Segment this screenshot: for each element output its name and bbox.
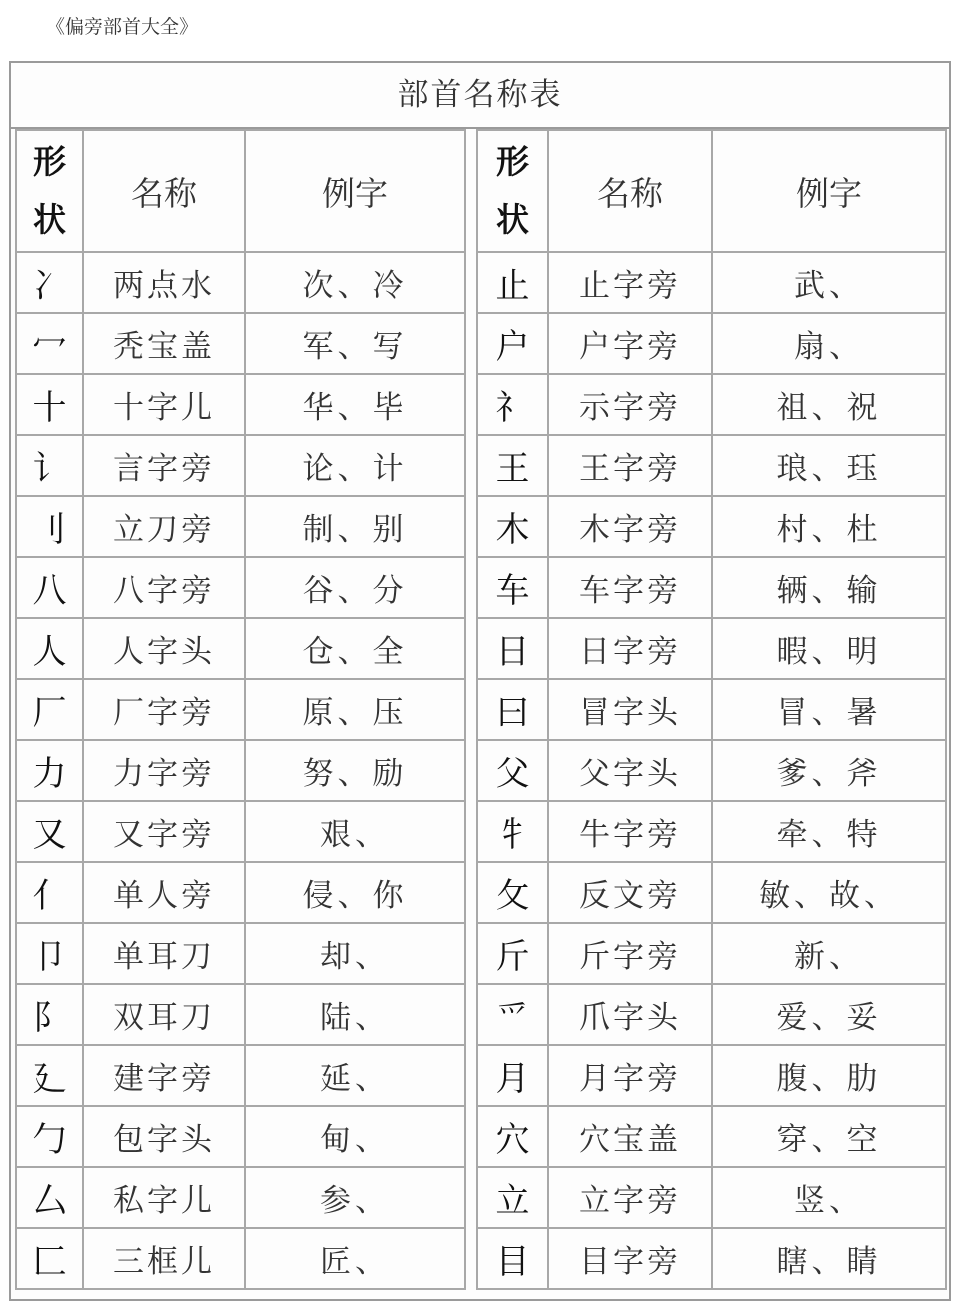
radical-shape: 攵 [477, 862, 548, 923]
radical-name: 包字头 [83, 1106, 245, 1167]
radical-shape: 廴 [16, 1045, 83, 1106]
example-characters: 努、励 [245, 740, 465, 801]
radical-shape: 斤 [477, 923, 548, 984]
table-row [16, 984, 465, 1045]
table-row [16, 618, 465, 679]
example-characters: 琅、珏 [712, 435, 946, 496]
table-row [16, 557, 465, 618]
radical-shape: 立 [477, 1167, 548, 1228]
radical-shape: 父 [477, 740, 548, 801]
radical-name: 厂字旁 [83, 679, 245, 740]
table-row [16, 1106, 465, 1167]
name-column-header: 名称 [83, 130, 245, 252]
radical-shape: 王 [477, 435, 548, 496]
radical-name: 示字旁 [548, 374, 712, 435]
table-row [477, 1167, 946, 1228]
shape-column-header [477, 130, 548, 252]
example-characters: 延、 [245, 1045, 465, 1106]
radical-shape: 勹 [16, 1106, 83, 1167]
radical-shape: 止 [477, 252, 548, 313]
table-row [477, 984, 946, 1045]
table-header-row [16, 130, 465, 252]
example-characters: 论、计 [245, 435, 465, 496]
radical-shape: 又 [16, 801, 83, 862]
name-column-header: 名称 [548, 130, 712, 252]
radical-shape: 力 [16, 740, 83, 801]
radical-name: 十字儿 [83, 374, 245, 435]
example-characters: 穿、空 [712, 1106, 946, 1167]
radical-name: 单人旁 [83, 862, 245, 923]
radical-name: 三框儿 [83, 1228, 245, 1289]
radical-shape: 目 [477, 1228, 548, 1289]
radical-name: 斤字旁 [548, 923, 712, 984]
table-row [477, 1106, 946, 1167]
table-row [477, 801, 946, 862]
radical-name: 言字旁 [83, 435, 245, 496]
shape-column-header [16, 130, 83, 252]
radical-name: 冒字头 [548, 679, 712, 740]
radical-name: 力字旁 [83, 740, 245, 801]
radical-shape: 牜 [477, 801, 548, 862]
radical-shape: 讠 [16, 435, 83, 496]
example-characters: 次、冷 [245, 252, 465, 313]
example-characters: 制、别 [245, 496, 465, 557]
radical-shape: 礻 [477, 374, 548, 435]
table-row [16, 374, 465, 435]
radical-name: 私字儿 [83, 1167, 245, 1228]
radical-shape: 刂 [16, 496, 83, 557]
table-row [16, 313, 465, 374]
radical-name: 立字旁 [548, 1167, 712, 1228]
example-characters: 甸、 [245, 1106, 465, 1167]
radical-name-sheet [9, 61, 951, 1301]
table-row [16, 679, 465, 740]
radical-name: 穴宝盖 [548, 1106, 712, 1167]
table-row [477, 1045, 946, 1106]
example-characters: 扇、 [712, 313, 946, 374]
table-row [16, 435, 465, 496]
example-characters: 却、 [245, 923, 465, 984]
table-row [16, 1167, 465, 1228]
table-header-row [477, 130, 946, 252]
sheet-title: 部首名称表 [11, 63, 949, 129]
radical-name: 立刀旁 [83, 496, 245, 557]
table-row [477, 740, 946, 801]
radical-name: 日字旁 [548, 618, 712, 679]
example-column-header: 例字 [245, 130, 465, 252]
example-characters: 参、 [245, 1167, 465, 1228]
shape-header-top: 形 [496, 142, 529, 181]
example-characters: 暇、明 [712, 618, 946, 679]
example-characters: 辆、输 [712, 557, 946, 618]
radical-shape: 阝 [16, 984, 83, 1045]
example-characters: 华、毕 [245, 374, 465, 435]
table-row [16, 496, 465, 557]
table-row [477, 618, 946, 679]
radical-shape: 厂 [16, 679, 83, 740]
example-characters: 谷、分 [245, 557, 465, 618]
table-row [477, 496, 946, 557]
table-row [16, 862, 465, 923]
radical-shape: 八 [16, 557, 83, 618]
radical-name: 月字旁 [548, 1045, 712, 1106]
example-characters: 原、压 [245, 679, 465, 740]
radical-name: 建字旁 [83, 1045, 245, 1106]
radical-name: 爪字头 [548, 984, 712, 1045]
table-row [16, 252, 465, 313]
example-characters: 敏、故、 [712, 862, 946, 923]
radical-shape: 亻 [16, 862, 83, 923]
example-characters: 陆、 [245, 984, 465, 1045]
radical-shape: 日 [477, 618, 548, 679]
radical-shape: 卩 [16, 923, 83, 984]
radical-name: 反文旁 [548, 862, 712, 923]
radical-shape: 穴 [477, 1106, 548, 1167]
example-characters: 腹、肋 [712, 1045, 946, 1106]
radical-name: 双耳刀 [83, 984, 245, 1045]
example-characters: 竖、 [712, 1167, 946, 1228]
table-row [477, 679, 946, 740]
radical-table-left [15, 129, 466, 1290]
example-characters: 武、 [712, 252, 946, 313]
example-characters: 匠、 [245, 1228, 465, 1289]
radical-name: 又字旁 [83, 801, 245, 862]
shape-header-bottom: 状 [496, 200, 529, 239]
shape-header-bottom: 状 [33, 200, 66, 239]
radical-shape: 爫 [477, 984, 548, 1045]
document-header: 《偏旁部首大全》 [46, 16, 199, 38]
radical-name: 两点水 [83, 252, 245, 313]
example-characters: 新、 [712, 923, 946, 984]
table-row [477, 252, 946, 313]
example-characters: 仓、全 [245, 618, 465, 679]
radical-name: 人字头 [83, 618, 245, 679]
radical-shape: 木 [477, 496, 548, 557]
radical-name: 户字旁 [548, 313, 712, 374]
example-column-header: 例字 [712, 130, 946, 252]
table-row [16, 923, 465, 984]
radical-shape: 冫 [16, 252, 83, 313]
example-characters: 冒、暑 [712, 679, 946, 740]
radical-name: 八字旁 [83, 557, 245, 618]
example-characters: 爹、斧 [712, 740, 946, 801]
table-row [477, 923, 946, 984]
radical-table-right [476, 129, 947, 1290]
table-row [16, 740, 465, 801]
example-characters: 祖、祝 [712, 374, 946, 435]
example-characters: 军、写 [245, 313, 465, 374]
example-characters: 牵、特 [712, 801, 946, 862]
radical-name: 止字旁 [548, 252, 712, 313]
example-characters: 爱、妥 [712, 984, 946, 1045]
radical-shape: 人 [16, 618, 83, 679]
radical-name: 秃宝盖 [83, 313, 245, 374]
radical-shape: 曰 [477, 679, 548, 740]
radical-name: 木字旁 [548, 496, 712, 557]
radical-shape: 匚 [16, 1228, 83, 1289]
radical-shape: 户 [477, 313, 548, 374]
radical-name: 王字旁 [548, 435, 712, 496]
example-characters: 艰、 [245, 801, 465, 862]
radical-shape: 厶 [16, 1167, 83, 1228]
radical-name: 车字旁 [548, 557, 712, 618]
table-row [477, 557, 946, 618]
radical-name: 单耳刀 [83, 923, 245, 984]
radical-shape: 月 [477, 1045, 548, 1106]
example-characters: 村、杜 [712, 496, 946, 557]
table-row [16, 1045, 465, 1106]
radical-shape: 冖 [16, 313, 83, 374]
example-characters: 瞎、睛 [712, 1228, 946, 1289]
radical-name: 牛字旁 [548, 801, 712, 862]
radical-name: 父字头 [548, 740, 712, 801]
table-row [477, 374, 946, 435]
table-row [477, 435, 946, 496]
shape-header-top: 形 [33, 142, 66, 181]
table-row [16, 801, 465, 862]
example-characters: 侵、你 [245, 862, 465, 923]
table-row [477, 313, 946, 374]
table-row [477, 862, 946, 923]
radical-shape: 车 [477, 557, 548, 618]
radical-name: 目字旁 [548, 1228, 712, 1289]
radical-shape: 十 [16, 374, 83, 435]
